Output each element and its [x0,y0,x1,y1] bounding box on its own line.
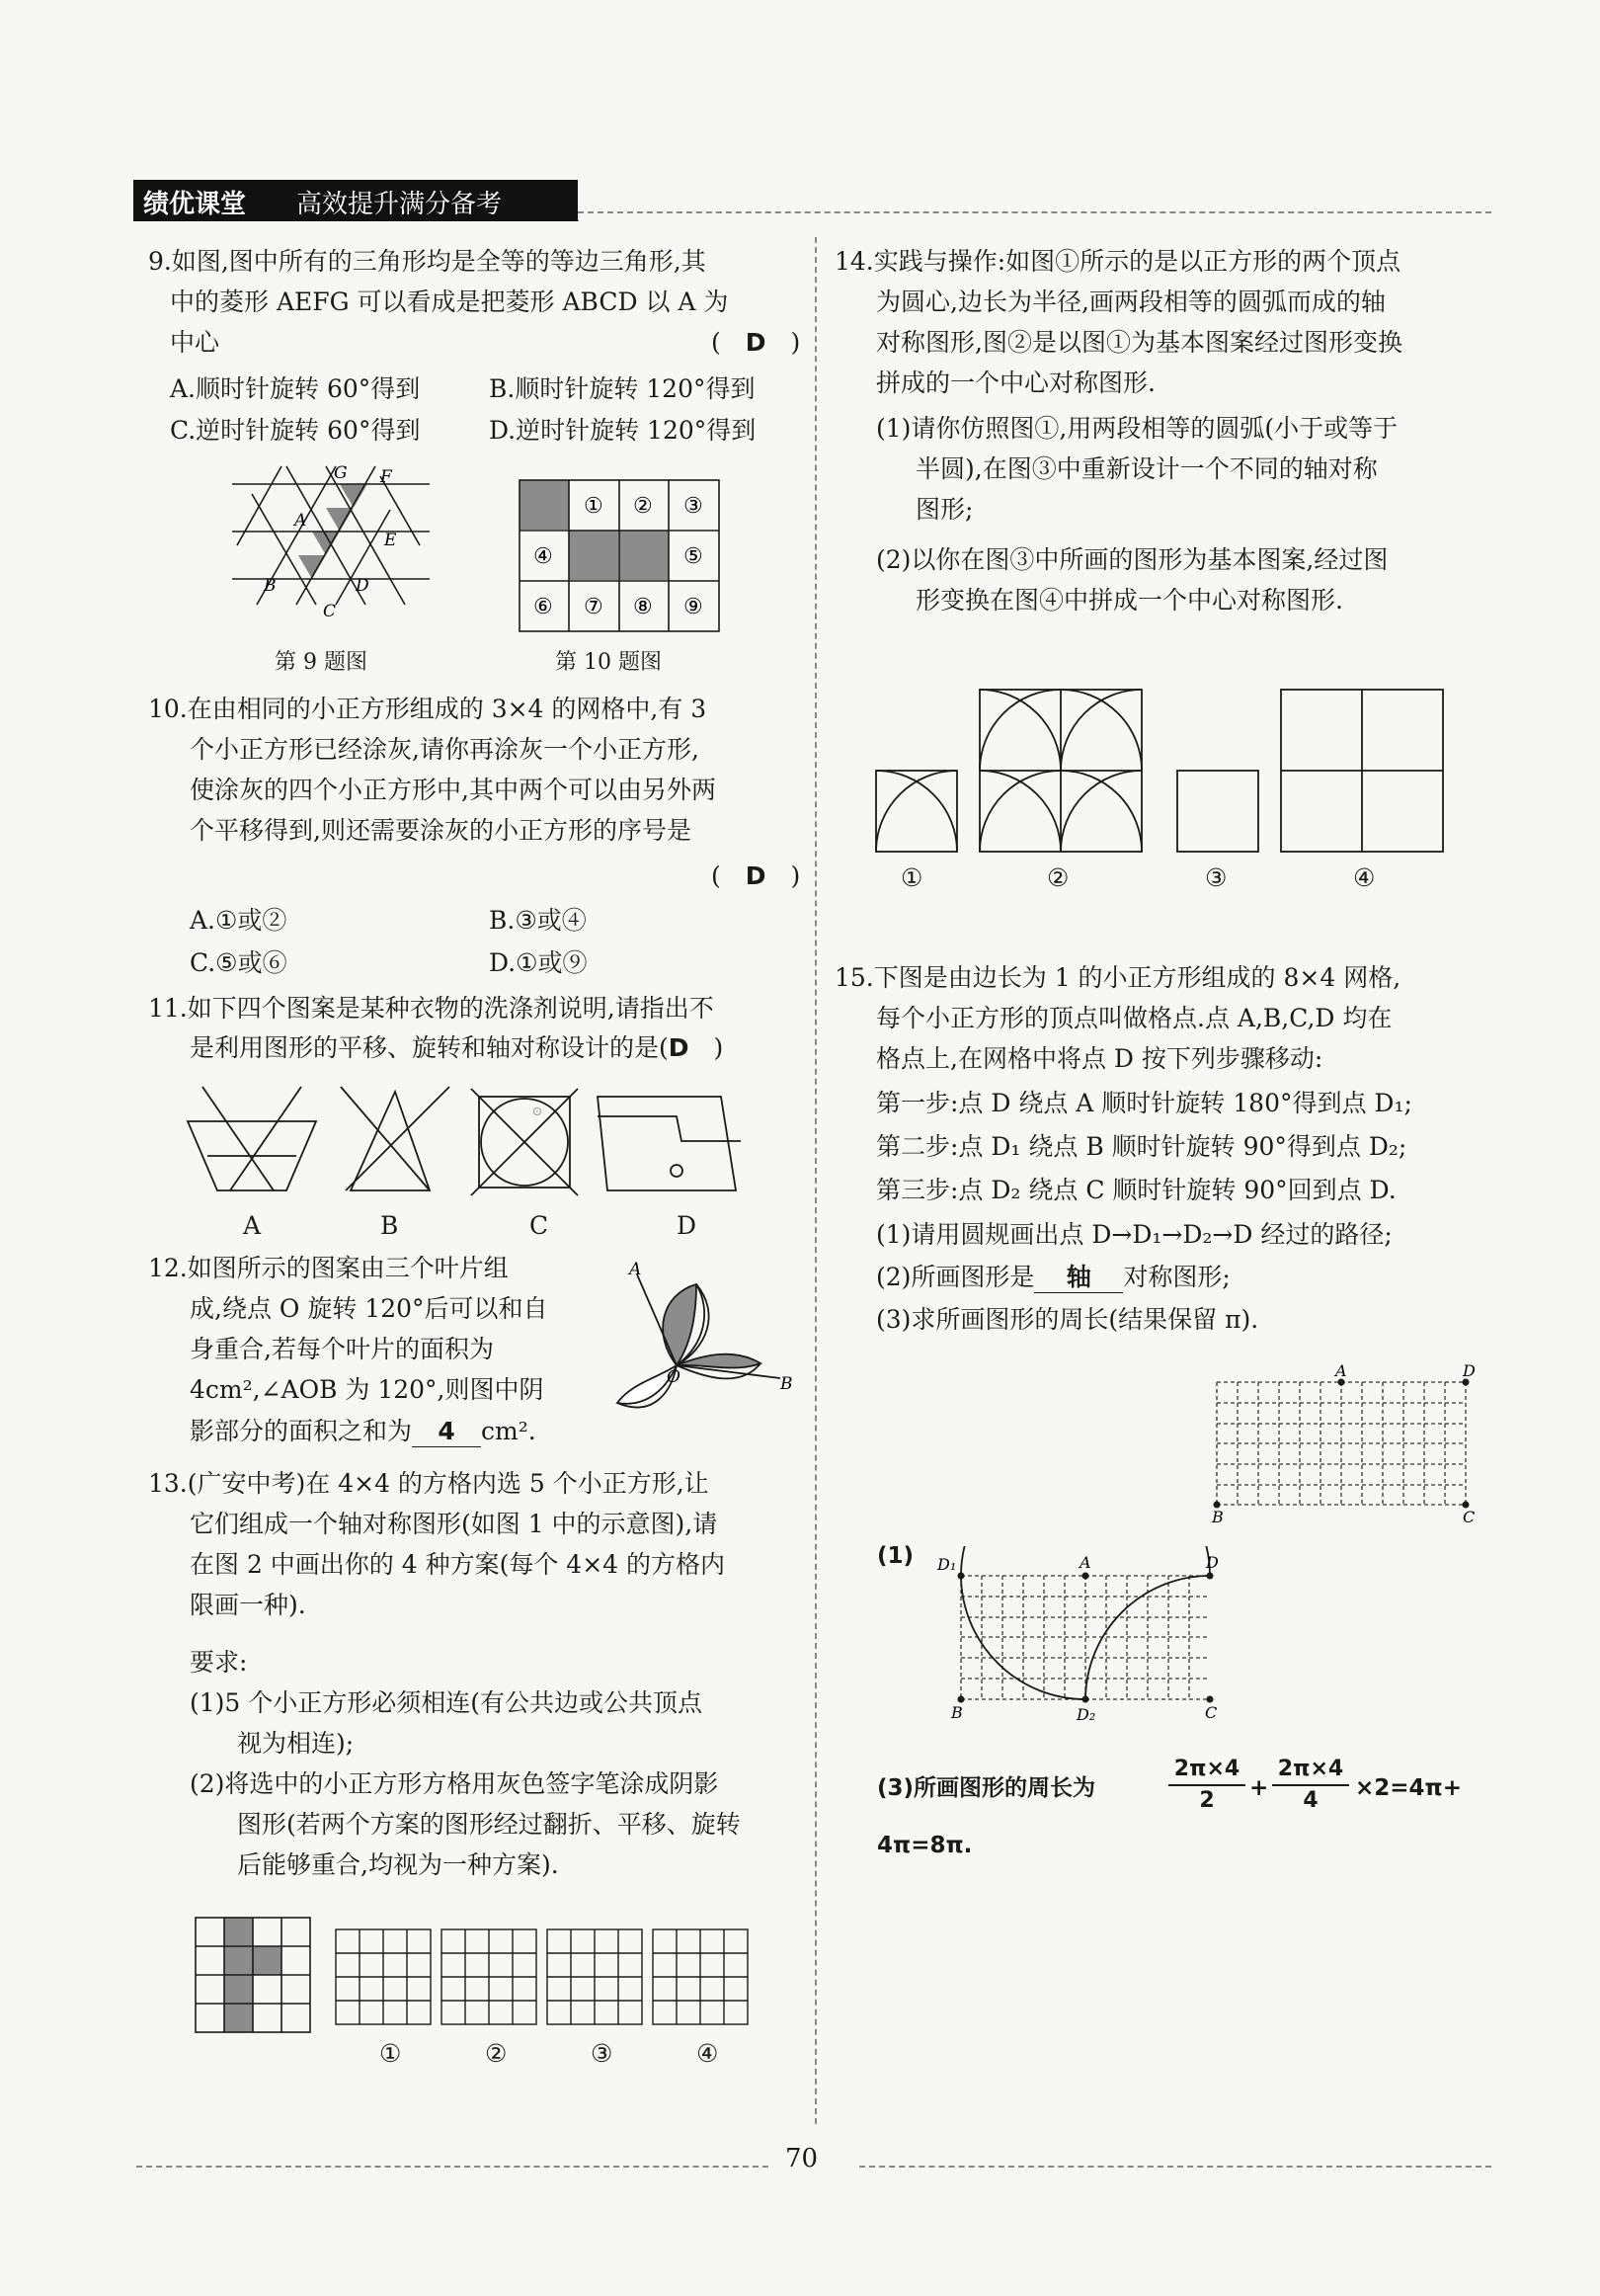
footer-rule-right [859,2166,1491,2168]
q9-label-g: G [334,463,348,483]
q13-req-line-2: 视为相连); [237,1729,355,1758]
q12-label-a: A [629,1260,642,1279]
q9-label-e: E [384,531,397,550]
q9-label-c: C [323,602,337,621]
q13-line-2: 它们组成一个轴对称图形(如图 1 中的示意图),请 [190,1510,718,1538]
q15-grid [1200,1358,1496,1526]
q14-fig-label-4: ④ [1353,863,1376,892]
q14-fig-label-2: ② [1047,863,1070,892]
q9-answer: D [745,328,766,357]
page-number: 70 [785,2144,819,2173]
q11-line-2: 是利用图形的平移、旋转和轴对称设计的是(D ) [190,1033,724,1062]
q10-option-a: A.①或② [190,906,287,935]
q15-plus: + [1249,1775,1269,1801]
q9-option-d: D.逆时针旋转 120°得到 [489,416,757,445]
q13-grid-label-3: ③ [591,2039,613,2068]
q15-solution-3-pre: (3)所画图形的周长为 [877,1775,1096,1801]
q9-label-f: F [380,467,392,487]
q15-line-3: 格点上,在网格中将点 D 按下列步骤移动: [876,1044,1323,1073]
q10-line-4: 个平移得到,则还需要涂灰的小正方形的序号是 [190,816,691,845]
q13-answer-grids[interactable] [336,1929,748,2024]
q9-option-c: C.逆时针旋转 60°得到 [170,416,421,445]
q9-caption: 第 9 题图 [275,650,367,675]
q15-grid-label-a: A [1335,1361,1347,1380]
q9-line-2: 中的菱形 AEFG 可以看成是把菱形 ABCD 以 A 为 [170,287,729,316]
q15-frac-1-num: 2π×4 [1168,1755,1245,1786]
q15-step-3: 第三步:点 D₂ 绕点 C 顺时针旋转 90°回到点 D. [876,1176,1397,1204]
header-banner [133,180,578,221]
q12-answer: 4 [412,1417,481,1447]
q13-req-line-5: 后能够重合,均视为一种方案). [237,1850,559,1879]
q14-fig-label-1: ① [901,863,923,892]
q10-cell-5: ⑤ [683,544,703,569]
q14-sub-3: 图形; [916,495,974,524]
q15-grid-label-c: C [1463,1508,1476,1526]
q13-req-line-3: (2)将选中的小正方形方格用灰色签字笔涂成阴影 [190,1769,719,1798]
q15-solution-label-d1: D₁ [937,1555,957,1574]
q13-example-grid [196,1918,310,2032]
q12-line-2: 成,绕点 O 旋转 120°后可以和自 [190,1294,548,1323]
q15-line-1: 15.下图是由边长为 1 的小正方形组成的 8×4 网格, [835,963,1401,992]
column-divider [815,237,817,2124]
q15-frac-1-den: 2 [1199,1788,1215,1813]
q14-line-1: 14.实践与操作:如图①所示的是以正方形的两个顶点 [835,247,1401,276]
q14-line-4: 拼成的一个中心对称图形. [876,369,1156,397]
q13-line-3: 在图 2 中画出你的 4 种方案(每个 4×4 的方格内 [190,1550,726,1579]
q13-grid-label-2: ② [485,2039,508,2068]
q12-figure [612,1255,810,1423]
q9-answer-bracket: ( D ) [711,328,801,357]
q12-label-o: O [667,1367,680,1387]
q15-sub-2-answer: 轴 [1034,1263,1123,1293]
q13-grid-label-1: ① [379,2039,402,2068]
q11-line-2-text: 是利用图形的平移、旋转和轴对称设计的是 [190,1033,660,1062]
q12-line-1: 12.如图所示的图案由三个叶片组 [148,1254,509,1282]
q10-cell-1: ① [584,494,603,519]
banner-arrow [553,180,583,221]
q12-line-3: 身重合,若每个叶片的面积为 [190,1335,494,1363]
q13-req-line-4: 图形(若两个方案的图形经过翻折、平移、旋转 [237,1810,741,1839]
q10-caption: 第 10 题图 [555,650,662,675]
q15-solution-label-d2: D₂ [1077,1705,1096,1724]
q15-sub-2-pre: (2)所画图形是 [876,1263,1035,1291]
q9-label-a: A [294,511,307,531]
q15-line-2: 每个小正方形的顶点叫做格点.点 A,B,C,D 均在 [876,1004,1393,1032]
q15-sub-2 [876,1257,1231,1297]
q10-cell-3: ③ [683,494,703,519]
q13-grid-label-4: ④ [696,2039,719,2068]
q15-grid-label-b: B [1212,1508,1224,1526]
q14-fig-label-3: ③ [1205,863,1228,892]
q11-label-b: B [380,1211,399,1240]
q10-cell-2: ② [633,494,653,519]
q15-solution-label-d: D [1206,1553,1219,1572]
q13-line-1: 13.(广安中考)在 4×4 的方格内选 5 个小正方形,让 [148,1469,709,1498]
q10-cell-6: ⑥ [533,595,553,619]
q11-label-c: C [529,1211,549,1240]
q11-answer: D [668,1033,689,1062]
q15-sub-1: (1)请用圆规画出点 D→D₁→D₂→D 经过的路径; [876,1220,1393,1249]
q10-cell-4: ④ [533,544,553,569]
q9-label-b: B [264,576,277,596]
q10-cell-8: ⑧ [633,595,653,619]
q9-label-d: D [356,576,369,596]
brand-label: 绩优课堂 [143,190,247,219]
q15-sub-3: (3)求所画图形的周长(结果保留 π). [876,1305,1259,1334]
q14-line-2: 为圆心,边长为半径,画两段相等的圆弧而成的轴 [876,287,1386,316]
q14-sub-5: 形变换在图④中拼成一个中心对称图形. [916,586,1343,615]
q13-line-4: 限画一种). [190,1591,306,1619]
q12-unit: cm². [481,1417,536,1445]
q11-label-d: D [677,1211,697,1240]
q15-solution-1-label: (1) [877,1543,915,1569]
q15-frac-2 [1272,1755,1349,1816]
q15-step-2: 第二步:点 D₁ 绕点 B 顺时针旋转 90°得到点 D₂; [876,1132,1407,1161]
q13-requirement-title: 要求: [190,1648,248,1677]
q15-solution-label-c: C [1205,1703,1218,1722]
q10-line-3: 使涂灰的四个小正方形中,其中两个可以由另外两 [190,776,716,804]
q10-option-d: D.①或⑨ [489,948,588,977]
q14-line-3: 对称图形,图②是以图①为基本图案经过图形变换 [876,328,1402,357]
q14-sub-1: (1)请你仿照图①,用两段相等的圆弧(小于或等于 [876,414,1399,443]
q12-label-b: B [780,1374,793,1394]
q15-solution-3-post: ×2=4π+ [1355,1775,1463,1801]
slogan-label: 高效提升满分备考 [296,190,503,219]
q9-figure [222,456,440,634]
q10-option-c: C.⑤或⑥ [190,948,287,977]
q15-frac-2-den: 4 [1303,1788,1319,1813]
q10-option-b: B.③或④ [489,906,587,935]
q15-grid-label-d: D [1463,1361,1476,1380]
q9-option-a: A.顺时针旋转 60°得到 [170,374,421,403]
q15-solution-3-line-2: 4π=8π. [877,1833,973,1858]
q15-sub-2-post: 对称图形; [1123,1263,1231,1291]
q15-step-1: 第一步:点 D 绕点 A 顺时针旋转 180°得到点 D₁; [876,1089,1412,1117]
footer-rule-left [136,2166,768,2168]
q15-frac-1 [1168,1755,1245,1816]
q9-option-b: B.顺时针旋转 120°得到 [489,374,756,403]
q10-answer-bracket: ( D ) [711,861,801,890]
q15-solution-figure [933,1546,1230,1724]
q15-solution-label-a: A [1080,1553,1091,1572]
q10-figure [519,479,721,633]
q10-line-2: 个小正方形已经涂灰,请你再涂灰一个小正方形, [190,735,699,764]
q11-figures [183,1082,775,1220]
q13-grids [193,1917,765,2045]
q12-line-5 [190,1411,536,1451]
q11-label-a: A [243,1211,262,1240]
q10-cell-7: ⑦ [584,595,603,619]
q9-line-1: 9.如图,图中所有的三角形均是全等的等边三角形,其 [148,247,706,276]
q14-figures [869,682,1501,860]
q10-answer: D [745,861,766,890]
header-rule [578,211,1491,213]
q15-frac-2-num: 2π×4 [1272,1755,1349,1786]
q14-sub-2: 半圆),在图③中重新设计一个不同的轴对称 [916,454,1378,483]
q15-solution-label-b: B [951,1703,963,1722]
q9-line-3: 中心 [170,328,220,357]
q13-req-line-1: (1)5 个小正方形必须相连(有公共边或公共顶点 [190,1688,703,1717]
q12-line-4: 4cm²,∠AOB 为 120°,则图中阴 [190,1375,544,1404]
q12-line-5-text: 影部分的面积之和为 [190,1417,413,1445]
q11-watermark: ⊙ [528,1103,545,1121]
q10-cell-9: ⑨ [683,595,703,619]
q11-line-1: 11.如下四个图案是某种衣物的洗涤剂说明,请指出不 [148,994,714,1023]
q10-line-1: 10.在由相同的小正方形组成的 3×4 的网格中,有 3 [148,695,707,723]
q14-sub-4: (2)以你在图③中所画的图形为基本图案,经过图 [876,545,1389,574]
